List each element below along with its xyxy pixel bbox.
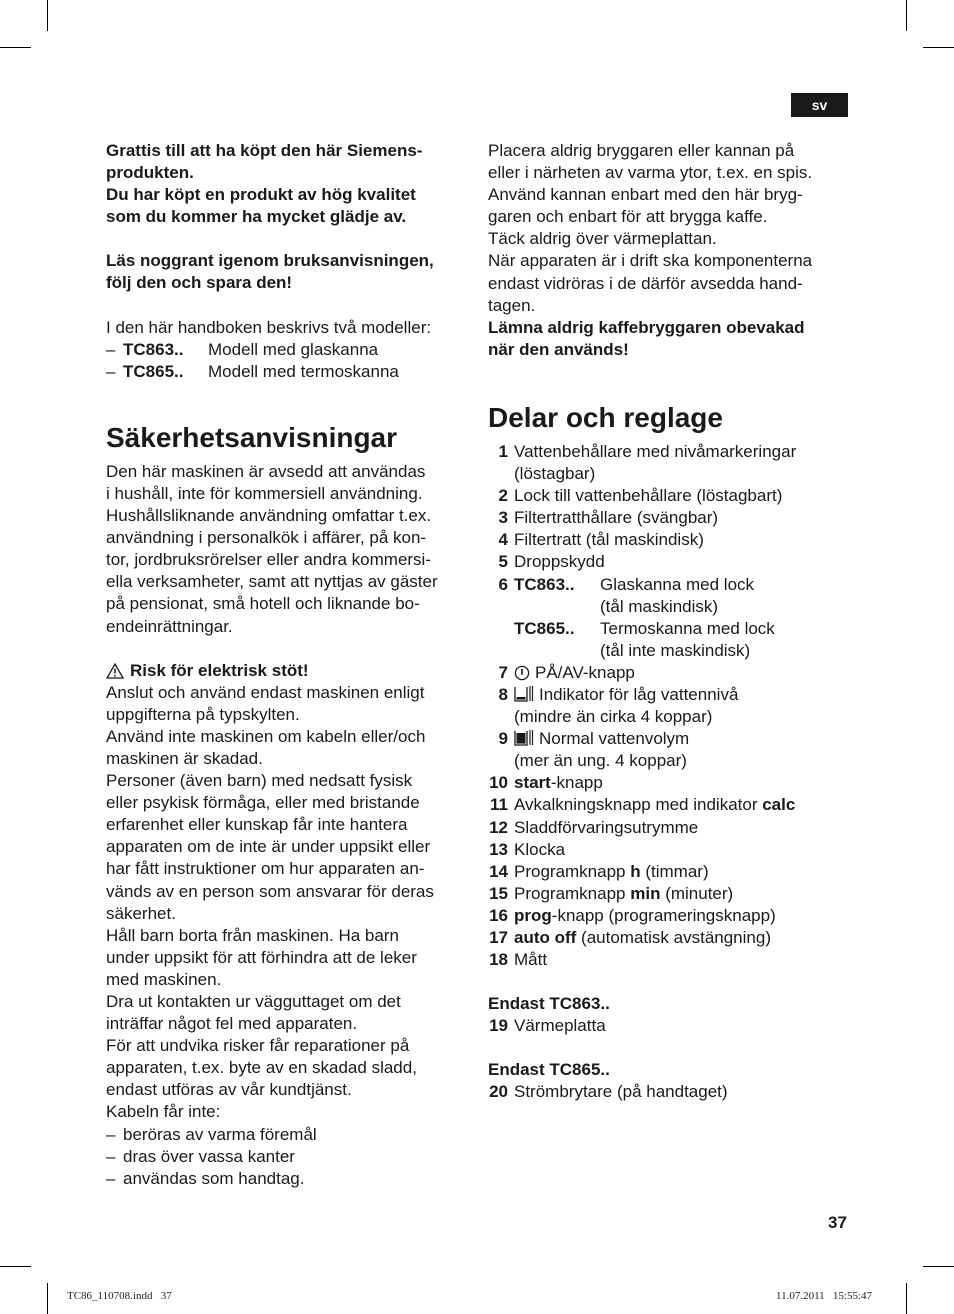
part-text: Mått xyxy=(514,950,548,970)
intro-line: Du har köpt en produkt av hög kvalitet xyxy=(106,185,416,205)
power-icon xyxy=(514,665,530,681)
part-item xyxy=(488,574,858,662)
model-code: TC865.. xyxy=(514,618,575,638)
normal-water-icon xyxy=(514,729,534,747)
key-name: prog xyxy=(514,905,552,925)
part-number: 1 xyxy=(498,441,508,461)
low-water-icon xyxy=(514,685,534,703)
part-text: Filtertratt (tål maskindisk) xyxy=(514,530,704,550)
warning-title-text: Risk för elektrisk stöt! xyxy=(130,660,309,680)
list-item xyxy=(106,1124,476,1146)
part-text: (minuter) xyxy=(660,883,734,903)
part-number: 15 xyxy=(489,883,508,903)
warning-line: Anslut och använd endast maskinen enligt xyxy=(106,682,425,702)
warning-line: maskinen är skadad. xyxy=(106,748,263,768)
safety-intro-line: endeinrättningar. xyxy=(106,616,233,636)
warning-line: med maskinen. xyxy=(106,969,222,989)
safety-intro-line: Den här maskinen är avsedd att användas xyxy=(106,461,426,481)
warning-line: säkerhet. xyxy=(106,903,176,923)
part-text: Normal vattenvolym xyxy=(539,729,690,749)
key-name: auto off xyxy=(514,928,577,947)
part-text: (tål maskindisk) xyxy=(600,596,719,616)
safety-heading: Säkerhetsanvisningar xyxy=(106,421,398,453)
part-text: Värmeplatta xyxy=(514,1016,606,1036)
warning-line: apparaten om de inte är under uppsikt eller xyxy=(106,837,431,857)
part-text: Strömbrytare (på handtaget) xyxy=(514,1082,728,1102)
part-item xyxy=(488,772,858,794)
safety-cont-line: Placera aldrig bryggaren eller kannan på xyxy=(488,141,795,160)
crop-mark xyxy=(47,0,48,31)
warning-line: erfarenhet eller kunskap får inte hantera xyxy=(106,815,408,835)
crop-mark xyxy=(923,47,954,48)
only-tc865-heading: Endast TC865.. xyxy=(488,1060,610,1080)
warning-line: Håll barn borta från maskinen. Ha barn xyxy=(106,925,399,945)
list-dash: – xyxy=(106,1124,116,1144)
part-text: (löstagbar) xyxy=(514,464,596,484)
safety-intro-line: tor, jordbruksrörelser eller andra kommersi- xyxy=(106,550,431,570)
warning-line: apparaten, t.ex. byte av en skadad sladd, xyxy=(106,1058,417,1078)
warning-line: endast utföras av vår kundtjänst. xyxy=(106,1080,352,1100)
part-text: (mer än ung. 4 koppar) xyxy=(514,751,687,771)
warning-line: Använd inte maskinen om kabeln eller/och xyxy=(106,726,426,746)
key-name: calc xyxy=(762,795,796,815)
list-dash: – xyxy=(106,1146,116,1166)
model-item xyxy=(106,339,476,361)
part-text: Filtertratthållare (svängbar) xyxy=(514,508,719,528)
part-item xyxy=(488,684,858,728)
part-number: 16 xyxy=(489,905,508,925)
part-item xyxy=(488,662,858,684)
safety-intro-line: användning i personalkök i affärer, på kon- xyxy=(106,528,427,548)
warning-line: uppgifterna på typskylten. xyxy=(106,704,300,724)
part-number: 14 xyxy=(489,861,508,881)
part-text: Sladdförvaringsutrymme xyxy=(514,817,699,837)
safety-intro-line: på pensionat, små hotell och liknande bo- xyxy=(106,594,420,614)
model-desc: Modell med glaskanna xyxy=(208,339,379,359)
part-item xyxy=(488,861,858,883)
safety-cont-line: eller i närheten av varma ytor, t.ex. en spis. xyxy=(488,163,813,183)
part-number: 5 xyxy=(498,552,508,572)
safety-cont-line: Använd kannan enbart med den här bryg- xyxy=(488,185,803,205)
part-text: -knapp (programeringsknapp) xyxy=(551,905,776,925)
read-note-line: Läs noggrant igenom bruksanvisningen, xyxy=(106,251,434,271)
part-number: 11 xyxy=(490,795,508,815)
model-desc: Modell med termoskanna xyxy=(208,361,399,381)
list-dash: – xyxy=(106,339,116,359)
footer-timestamp: 11.07.2011 15:55:47 xyxy=(776,1290,873,1302)
part-text: -knapp xyxy=(550,773,603,793)
part-item xyxy=(488,883,858,905)
list-item xyxy=(106,1168,476,1190)
safety-cont-line: Täck aldrig över värmeplattan. xyxy=(488,229,717,249)
part-item xyxy=(488,507,858,529)
list-item xyxy=(106,1146,476,1168)
part-number: 19 xyxy=(489,1016,508,1036)
intro-line: som du kommer ha mycket glädje av. xyxy=(106,207,407,227)
intro-line: Grattis till att ha köpt den här Siemens- xyxy=(106,141,423,160)
part-text: (mindre än cirka 4 koppar) xyxy=(514,707,713,727)
safety-intro-line: i hushåll, inte för kommersiell användning. xyxy=(106,483,423,503)
part-item xyxy=(488,1081,858,1103)
left-column xyxy=(106,140,476,1190)
warning-line: För att undvika risker får reparationer på xyxy=(106,1036,410,1056)
part-item xyxy=(488,441,858,485)
part-number: 8 xyxy=(498,684,508,704)
warning-line: under uppsikt för att förhindra att de leker xyxy=(106,947,417,967)
model-code: TC863.. xyxy=(514,574,575,594)
part-item xyxy=(488,728,858,772)
part-text: Programknapp xyxy=(514,883,631,903)
list-text: användas som handtag. xyxy=(123,1168,305,1188)
footer-file-info: TC86_110708.indd 37 xyxy=(67,1290,172,1302)
right-column xyxy=(488,140,858,1104)
key-name: min xyxy=(630,883,661,903)
part-text: Termoskanna med lock xyxy=(600,618,775,638)
part-text: Vattenbehållare med nivåmarkeringar xyxy=(514,441,797,461)
part-text: Klocka xyxy=(514,839,566,859)
part-number: 17 xyxy=(489,928,508,947)
language-badge: sv xyxy=(791,93,848,117)
intro-line: produkten. xyxy=(106,163,194,183)
safety-cont-line: När apparaten är i drift ska komponenterna xyxy=(488,251,813,271)
warning-line: Personer (även barn) med nedsatt fysisk xyxy=(106,771,413,791)
part-number: 10 xyxy=(489,773,508,793)
part-item xyxy=(488,905,858,927)
part-number: 6 xyxy=(498,574,508,594)
list-text: beröras av varma föremål xyxy=(123,1124,317,1144)
part-number: 7 xyxy=(498,662,508,682)
part-text: Indikator för låg vattennivå xyxy=(539,684,739,704)
only-tc863-heading: Endast TC863.. xyxy=(488,994,610,1014)
model-code: TC865.. xyxy=(123,361,184,381)
warning-line: Dra ut kontakten ur vägguttaget om det xyxy=(106,992,401,1011)
safety-intro-line: ella verksamheter, samt att nyttjas av gäster xyxy=(106,572,438,592)
warning-line: har fått instruktioner om hur apparaten an- xyxy=(106,859,425,879)
list-dash: – xyxy=(106,1168,116,1188)
part-number: 12 xyxy=(489,817,508,837)
part-number: 13 xyxy=(489,839,508,859)
warning-triangle-icon xyxy=(106,663,124,679)
part-number: 4 xyxy=(498,530,508,550)
model-item xyxy=(106,361,476,383)
part-text: PÅ/AV-knapp xyxy=(535,662,635,682)
part-text: Avkalkningsknapp med indikator xyxy=(514,795,763,815)
list-text: dras över vassa kanter xyxy=(123,1146,295,1166)
part-number: 9 xyxy=(498,729,508,749)
safety-cont-line: endast vidröras i de därför avsedda hand- xyxy=(488,273,803,293)
part-number: 3 xyxy=(498,508,508,528)
part-text: Programknapp xyxy=(514,861,631,881)
part-number: 2 xyxy=(498,486,508,506)
part-item xyxy=(488,839,858,861)
part-item xyxy=(488,949,858,971)
safety-cont-line: garen och enbart för att brygga kaffe. xyxy=(488,207,768,227)
crop-mark xyxy=(0,1266,31,1267)
list-dash: – xyxy=(106,361,116,381)
part-text: Lock till vattenbehållare (löstagbart) xyxy=(514,486,783,506)
part-item xyxy=(488,485,858,507)
crop-mark xyxy=(0,47,31,48)
crop-mark xyxy=(47,1283,48,1314)
safety-intro-line: Hushållsliknande användning omfattar t.ex. xyxy=(106,506,432,526)
parts-heading: Delar och reglage xyxy=(488,401,723,433)
models-intro: I den här handboken beskrivs två modeller: xyxy=(106,317,432,337)
crop-mark xyxy=(906,0,907,31)
part-number: 20 xyxy=(489,1082,508,1102)
crop-mark xyxy=(923,1266,954,1267)
part-item xyxy=(488,817,858,839)
safety-cont-line: tagen. xyxy=(488,295,536,315)
warning-line: vänds av en person som ansvarar för deras xyxy=(106,881,434,901)
model-code: TC863.. xyxy=(123,339,184,359)
part-item xyxy=(488,551,858,573)
warning-line: eller psykisk förmåga, eller med bristande xyxy=(106,793,420,813)
warning-line: Kabeln får inte: xyxy=(106,1102,221,1122)
warning-title xyxy=(106,660,476,682)
part-text: (automatisk avstängning) xyxy=(576,928,771,947)
part-item xyxy=(488,529,858,551)
warning-line: inträffar något fel med apparaten. xyxy=(106,1014,358,1034)
page-number: 37 xyxy=(828,1213,847,1232)
part-text: (tål inte maskindisk) xyxy=(600,640,751,660)
key-name: h xyxy=(630,861,641,881)
part-text: Glaskanna med lock xyxy=(600,574,755,594)
read-note-line: följ den och spara den! xyxy=(106,273,293,293)
part-item xyxy=(488,1015,858,1037)
part-item xyxy=(488,794,858,816)
crop-mark xyxy=(906,1283,907,1314)
part-item xyxy=(488,927,858,949)
part-number: 18 xyxy=(489,950,508,970)
safety-bold-line: Lämna aldrig kaffebryggaren obevakad xyxy=(488,317,805,337)
part-text: Droppskydd xyxy=(514,552,605,572)
safety-bold-line: när den används! xyxy=(488,339,629,359)
part-text: (timmar) xyxy=(640,861,709,881)
key-name: start xyxy=(514,773,551,793)
